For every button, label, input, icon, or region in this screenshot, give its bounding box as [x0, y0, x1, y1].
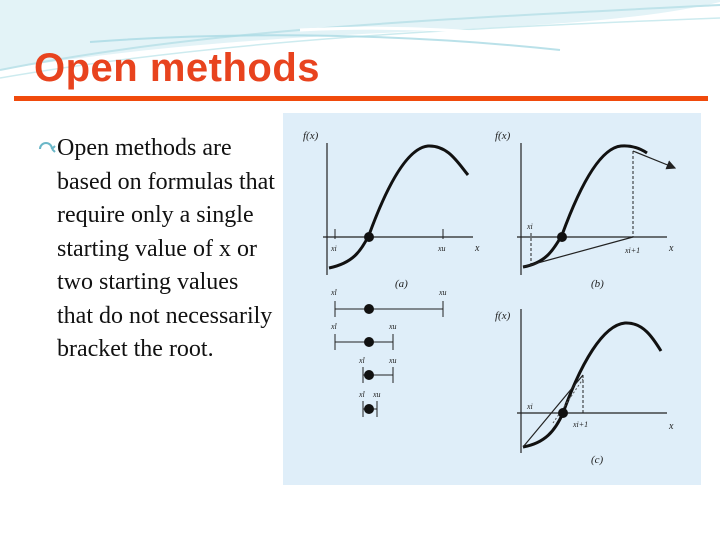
bracket-step-root-dot — [364, 370, 374, 380]
bracket-step-root-dot — [364, 304, 374, 314]
panel-b-caption: (b) — [591, 278, 604, 290]
panel-c-ylabel: f(x) — [495, 310, 511, 322]
panel-a-xlabel: x — [475, 243, 480, 254]
bracket-step — [358, 356, 397, 383]
panel-b-root-dot — [557, 232, 567, 242]
panel-b-xi1-label: xi+1 — [625, 246, 641, 255]
bracket-step-right-label: xu — [389, 322, 397, 331]
panel-c-root-dot — [558, 408, 568, 418]
bracket-step-left-label: xl — [359, 390, 365, 399]
panel-c-xlabel: x — [669, 421, 674, 432]
open-methods-figure — [283, 113, 701, 485]
panel-c-secant-line — [523, 375, 583, 447]
bullet-item — [38, 132, 278, 367]
slide-title: Open methods — [34, 46, 321, 90]
panel-b-ylabel: f(x) — [495, 130, 511, 142]
panel-c — [495, 309, 674, 466]
panel-b-xlabel: x — [669, 243, 674, 254]
bracket-step-left-label: xl — [359, 356, 365, 365]
panel-a-caption: (a) — [395, 278, 408, 290]
panel-c-xi-label: xi — [527, 402, 533, 411]
panel-b — [495, 130, 675, 290]
panel-b-top-tangent — [633, 151, 675, 168]
bracket-step-root-dot — [364, 337, 374, 347]
panel-a-xu-label: xu — [438, 244, 446, 253]
bullet-icon — [38, 141, 58, 157]
panel-a-root-dot — [364, 232, 374, 242]
panel-b-xi-label: xi — [527, 222, 533, 231]
panel-c-caption: (c) — [591, 454, 604, 466]
bracket-step — [358, 390, 381, 417]
bracket-step-right-label: xu — [439, 288, 447, 297]
panel-a-ylabel: f(x) — [303, 130, 319, 142]
bracket-step-root-dot — [364, 404, 374, 414]
title-underline — [14, 96, 708, 101]
bracket-step — [330, 322, 397, 350]
panel-a — [303, 130, 480, 417]
bracket-step-left-label: xl — [331, 288, 337, 297]
panel-a-xi-label: xi — [331, 244, 337, 253]
panel-b-tangent-line — [523, 237, 633, 267]
panel-c-curve — [523, 323, 661, 447]
panel-a-curve — [329, 146, 468, 268]
bullet-text: Open methods are based on formulas that require only a single starting value of x or two starting values that do not necessarily bracket the root. — [57, 135, 275, 362]
bracket-step-left-label: xl — [331, 322, 337, 331]
bracket-step — [330, 288, 447, 317]
bracket-step-right-label: xu — [373, 390, 381, 399]
bracket-step-right-label: xu — [389, 356, 397, 365]
panel-c-xi1-label: xi+1 — [573, 420, 589, 429]
